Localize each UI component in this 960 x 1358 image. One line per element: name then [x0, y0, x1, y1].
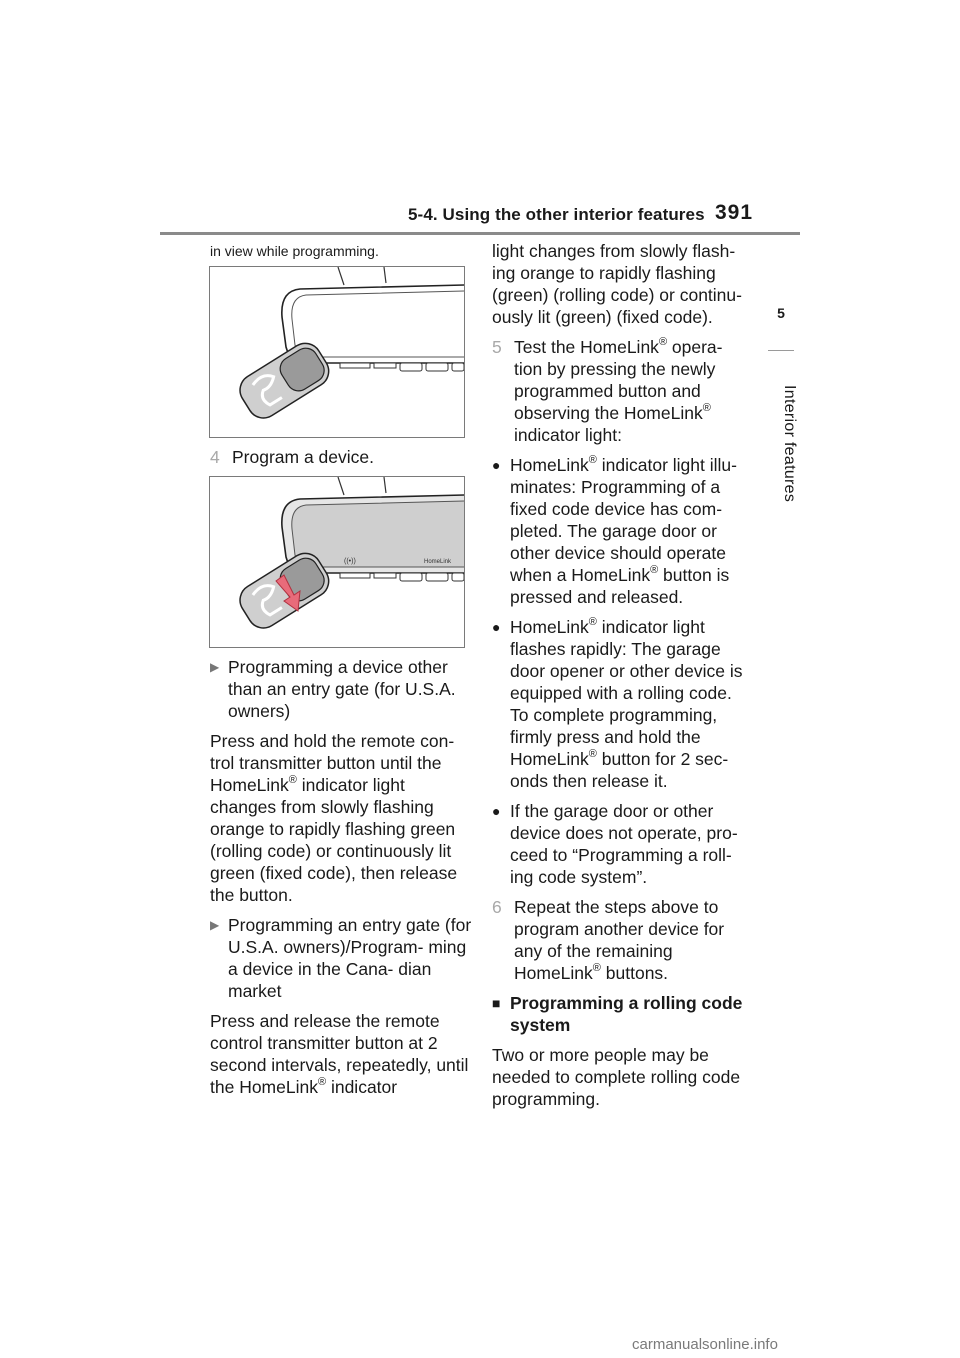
- step-number: 4: [210, 447, 220, 467]
- step-5: [492, 336, 754, 446]
- chapter-number: 5: [777, 305, 785, 321]
- registered-mark: ®: [702, 402, 711, 415]
- registered-mark: ®: [317, 1076, 327, 1089]
- step-4: [210, 446, 472, 468]
- square-bullet-icon: ■: [492, 995, 501, 1011]
- registered-mark: ®: [650, 564, 659, 577]
- chapter-tab-divider: [768, 350, 794, 351]
- indicator-mark: ((•)): [344, 558, 356, 565]
- registered-mark: ®: [658, 336, 668, 349]
- arrow-icon: ▶: [210, 660, 220, 674]
- registered-mark: ®: [592, 962, 601, 975]
- chapter-label: Interior features: [781, 385, 798, 503]
- bullet-not-operate: [492, 800, 754, 888]
- subheading-text: Programming a device other than an entry gate (for U.S.A. owners): [228, 657, 456, 721]
- intro-text: in view while programming.: [210, 243, 379, 259]
- left-column: [210, 240, 472, 1106]
- chapter-tab: [762, 305, 800, 595]
- paragraph-final: Two or more people may be needed to complete rolling code programming.: [492, 1045, 741, 1109]
- paragraph-entry-gate: Press and release the remote control transmitter button at 2 second intervals, repeatedly, until the HomeLink® indicator: [210, 1011, 469, 1097]
- bullet-icon: ●: [492, 457, 501, 473]
- step-text: Repeat the steps above to program another device for any of the remaining HomeLink® buttons.: [514, 897, 725, 983]
- watermark: carmanualsonline.info: [632, 1336, 778, 1353]
- figure-mirror-remote: [209, 266, 465, 438]
- bullet-icon: ●: [492, 619, 501, 635]
- registered-mark: ®: [288, 774, 297, 787]
- heading-text: Programming a rolling code system: [510, 993, 743, 1035]
- mirror-press-illustration: [210, 477, 464, 647]
- paragraph-continued: light changes from slowly flash- ing orange to rapidly flashing (green) (rolling code) or continu- ously lit (green) (fixed code).: [492, 241, 742, 327]
- homelink-logo-text: HomeLink: [424, 559, 452, 565]
- subheading-text: Programming an entry gate (for U.S.A. owners)/Program- ming a device in the Cana- dian market: [228, 915, 472, 1001]
- bullet-text: HomeLink® indicator light flashes rapidly: The garage door opener or other device is equipped with a rolling code. To complete programming, firmly press and hold the HomeLink® button for 2 sec- onds then release it.: [510, 616, 743, 791]
- heading-rolling-code: [492, 992, 754, 1036]
- step-text: Program a device.: [232, 447, 375, 467]
- bullet-illuminates: [492, 454, 754, 608]
- step-number: 6: [492, 897, 502, 917]
- arrow-icon: ▶: [210, 918, 220, 932]
- step-text: Test the HomeLink® opera- tion by pressing the newly programmed button and observing the HomeLink® indicator light:: [514, 336, 723, 445]
- step-6: [492, 896, 754, 984]
- page-number: 391: [715, 201, 754, 224]
- figure-mirror-press-button: [209, 476, 465, 648]
- bullet-text: HomeLink® indicator light illu- minates: Programming of a fixed code device has com- pleted. The garage door or other device should operate when a HomeLink® button is pressed and released.: [510, 454, 737, 607]
- mirror-remote-illustration: [210, 267, 464, 437]
- registered-mark: ®: [588, 454, 597, 467]
- subheading-non-gate: [210, 656, 472, 722]
- bullet-icon: ●: [492, 803, 501, 819]
- subheading-entry-gate: [210, 914, 472, 1002]
- registered-mark: ®: [588, 748, 597, 761]
- step-number: 5: [492, 337, 502, 357]
- bullet-flashes: [492, 616, 754, 792]
- section-title: 5-4. Using the other interior features: [408, 205, 705, 224]
- right-column: [492, 240, 754, 1118]
- paragraph-non-gate: Press and hold the remote con- trol transmitter button until the HomeLink® indicator light changes from slowly flashing orange to rapidly flashing green (rolling code) or continuously lit green (fixed code), then release the button.: [210, 731, 458, 905]
- bullet-text: If the garage door or other device does not operate, pro- ceed to “Programming a roll- ing code system”.: [510, 801, 738, 887]
- registered-mark: ®: [588, 616, 597, 629]
- header-rule: [160, 232, 800, 235]
